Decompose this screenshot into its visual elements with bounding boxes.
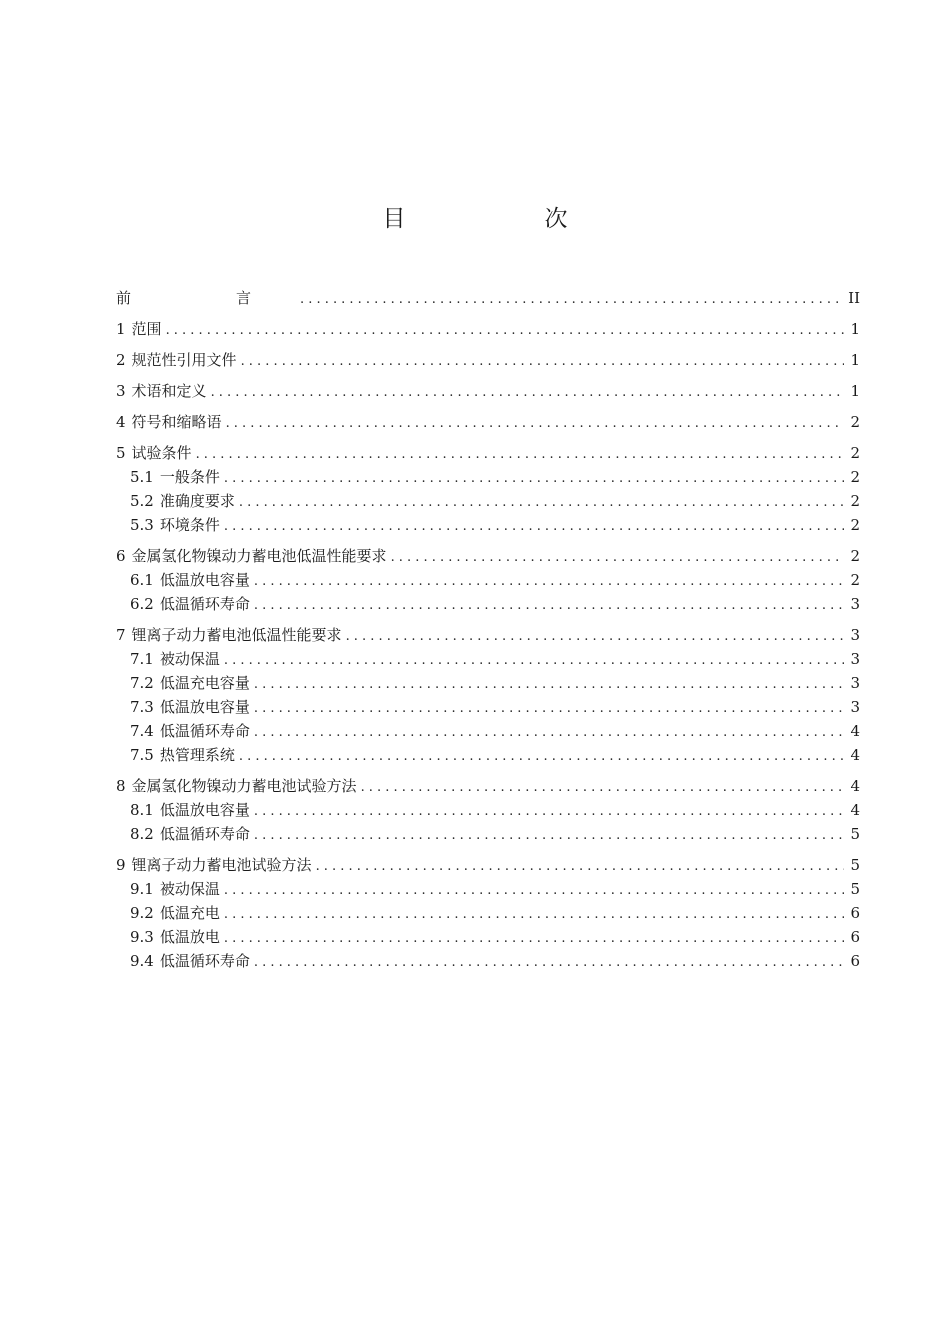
toc-entry[interactable] [116,950,860,974]
toc-dot-leader [316,859,844,874]
toc-dot-leader [361,780,844,795]
toc-entry-page-number: 1 [850,320,860,338]
toc-entry-number: 2 [116,351,126,369]
toc-entry[interactable] [116,593,860,617]
toc-entry-page-number: 1 [850,351,860,369]
toc-entry-page-number: 2 [850,413,860,431]
toc-entry-page-number: 3 [850,626,860,644]
toc-entry-label: 范围 [131,320,162,338]
toc-entry-number: 9 [116,856,126,874]
toc-entry-page-number: 3 [850,595,860,613]
toc-entry[interactable] [116,902,860,926]
toc-entry-label: 环境条件 [159,516,220,534]
toc-entry-number: 6 [116,547,126,565]
toc-entry-page-number: 5 [850,880,860,898]
toc-entry-page-number: 2 [850,516,860,534]
toc-dot-leader [254,574,844,589]
toc-entry[interactable] [116,545,860,569]
toc-entry[interactable] [116,466,860,490]
toc-dot-leader [224,931,844,946]
toc-dot-leader [224,519,844,534]
toc-entry-page-number: 2 [850,444,860,462]
page-title: 目 次 [382,206,626,232]
toc-entry-page-number: 3 [850,650,860,668]
toc-dot-leader [226,416,844,431]
toc-entry-label: 低温循环寿命 [159,722,250,740]
toc-entry[interactable] [116,926,860,950]
toc-entry-label: 热管理系统 [159,746,235,764]
toc-entry-page-number: 3 [850,674,860,692]
toc-entry[interactable] [116,287,860,311]
toc-entry-label: 被动保温 [159,650,220,668]
toc-entry-page-number: 6 [850,904,860,922]
toc-entry-page-number: 5 [850,825,860,843]
toc-entry-number: 5.2 [130,492,154,510]
toc-entry-label: 术语和定义 [131,382,207,400]
toc-entry-page-number: 6 [850,928,860,946]
toc-entry-number: 7.1 [130,650,154,668]
toc-entry[interactable] [116,490,860,514]
toc-entry[interactable] [116,823,860,847]
toc-dot-leader [254,598,844,613]
toc-dot-leader [254,677,844,692]
toc-entry-number: 6.2 [130,595,154,613]
toc-entry-number: 3 [116,382,126,400]
toc-entry-page-number: 3 [850,698,860,716]
toc-entry[interactable] [116,854,860,878]
toc-entry[interactable] [116,744,860,768]
table-of-contents [116,287,860,974]
toc-entry-number: 5.3 [130,516,154,534]
toc-dot-leader [254,955,844,970]
toc-dot-leader [196,447,844,462]
toc-entry[interactable] [116,696,860,720]
toc-entry[interactable] [116,775,860,799]
toc-entry-label: 低温循环寿命 [159,595,250,613]
toc-entry[interactable] [116,569,860,593]
toc-entry-page-number: II [848,289,860,307]
toc-dot-leader [224,653,844,668]
toc-entry[interactable] [116,442,860,466]
toc-entry-label: 低温放电容量 [159,698,250,716]
toc-entry[interactable] [116,720,860,744]
toc-dot-leader [239,749,844,764]
toc-entry-number: 5 [116,444,126,462]
toc-entry-label: 符号和缩略语 [131,413,222,431]
toc-entry[interactable] [116,349,860,373]
toc-entry-number: 7 [116,626,126,644]
toc-entry-page-number: 4 [850,777,860,795]
toc-dot-leader [254,828,844,843]
toc-entry-page-number: 2 [850,492,860,510]
toc-entry-number: 7.5 [130,746,154,764]
toc-entry-number: 7.4 [130,722,154,740]
toc-dot-leader [239,495,844,510]
toc-entry-label: 准确度要求 [159,492,235,510]
toc-dot-leader [254,725,844,740]
toc-entry-number: 8.2 [130,825,154,843]
toc-entry[interactable] [116,380,860,404]
toc-dot-leader [346,629,844,644]
toc-dot-leader [254,701,844,716]
toc-entry-label: 低温放电容量 [159,801,250,819]
toc-entry[interactable] [116,411,860,435]
toc-entry-number: 1 [116,320,126,338]
toc-entry[interactable] [116,648,860,672]
toc-entry-label: 低温循环寿命 [159,825,250,843]
toc-entry-label: 被动保温 [159,880,220,898]
toc-entry[interactable] [116,878,860,902]
toc-entry-label: 前 言 [116,289,297,307]
toc-entry-number: 9.1 [130,880,154,898]
toc-entry-number: 9.3 [130,928,154,946]
toc-entry[interactable] [116,672,860,696]
toc-dot-leader [300,292,844,307]
toc-dot-leader [254,804,844,819]
toc-entry[interactable] [116,514,860,538]
toc-entry-label: 金属氢化物镍动力蓄电池低温性能要求 [131,547,387,565]
toc-entry-number: 6.1 [130,571,154,589]
toc-entry-number: 5.1 [130,468,154,486]
toc-dot-leader [224,883,844,898]
toc-entry-page-number: 2 [850,547,860,565]
toc-dot-leader [241,354,844,369]
toc-entry-page-number: 1 [850,382,860,400]
toc-entry-page-number: 6 [850,952,860,970]
toc-entry-number: 4 [116,413,126,431]
toc-entry-number: 9.4 [130,952,154,970]
toc-entry-label: 规范性引用文件 [131,351,237,369]
toc-entry-page-number: 4 [850,722,860,740]
toc-entry-label: 低温充电 [159,904,220,922]
toc-entry-label: 一般条件 [159,468,220,486]
toc-dot-leader [391,550,844,565]
toc-entry-number: 7.3 [130,698,154,716]
toc-entry-label: 金属氢化物镍动力蓄电池试验方法 [131,777,357,795]
toc-entry-label: 低温放电 [159,928,220,946]
toc-entry[interactable] [116,624,860,648]
toc-entry-label: 试验条件 [131,444,192,462]
toc-entry-label: 低温充电容量 [159,674,250,692]
toc-entry-label: 锂离子动力蓄电池试验方法 [131,856,312,874]
toc-entry-page-number: 2 [850,571,860,589]
toc-entry-label: 低温放电容量 [159,571,250,589]
toc-entry-page-number: 4 [850,746,860,764]
toc-entry-page-number: 5 [850,856,860,874]
toc-entry[interactable] [116,318,860,342]
toc-entry-page-number: 2 [850,468,860,486]
toc-entry-number: 8.1 [130,801,154,819]
toc-dot-leader [224,907,844,922]
toc-entry-number: 7.2 [130,674,154,692]
toc-entry-number: 9.2 [130,904,154,922]
toc-entry-page-number: 4 [850,801,860,819]
toc-dot-leader [166,323,844,338]
toc-dot-leader [211,385,844,400]
toc-dot-leader [224,471,844,486]
toc-entry-label: 低温循环寿命 [159,952,250,970]
toc-entry-label: 锂离子动力蓄电池低温性能要求 [131,626,342,644]
toc-entry[interactable] [116,799,860,823]
toc-entry-number: 8 [116,777,126,795]
